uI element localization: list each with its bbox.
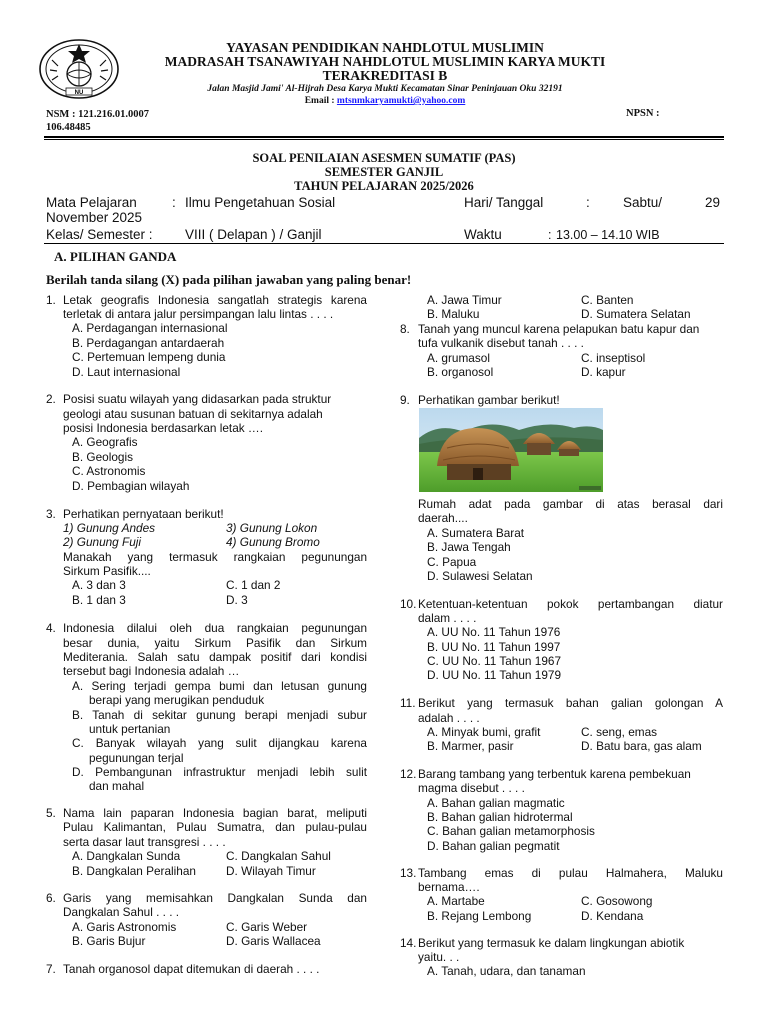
answer-option[interactable]: C. Gosowong bbox=[581, 894, 653, 908]
statement-item: 2) Gunung Fuji bbox=[63, 535, 142, 549]
time-label: Waktu bbox=[464, 227, 502, 242]
school-address: Jalan Masjid Jami' Al-Hijrah Desa Karya Mukti Kecamatan Sinar Peninjauan Oku 32191 bbox=[207, 84, 563, 94]
question-number: 10. bbox=[400, 597, 417, 611]
date-label: Hari/ Tanggal bbox=[464, 195, 544, 210]
question-text: dalam . . . . bbox=[418, 611, 477, 625]
answer-option[interactable]: C. Pertemuan lempeng dunia bbox=[72, 350, 226, 364]
answer-option[interactable]: B. 1 dan 3 bbox=[72, 593, 126, 607]
date-day: Sabtu/ bbox=[623, 195, 663, 210]
nsm-line: NSM : 121.216.01.0007 bbox=[46, 109, 149, 120]
answer-option[interactable]: A. Martabe bbox=[427, 894, 485, 908]
subject-label: Mata Pelajaran bbox=[46, 195, 137, 210]
time-value: 13.00 – 14.10 WIB bbox=[556, 228, 660, 242]
nsm-number bbox=[46, 108, 206, 134]
question-text: Letak geografis Indonesia sangatlah strategis karena bbox=[63, 293, 367, 307]
question-text: Nama lain paparan Indonesia bagian barat, meliputi bbox=[63, 806, 367, 820]
school-logo bbox=[38, 38, 120, 100]
header-rule-thick bbox=[44, 136, 724, 138]
answer-option[interactable]: C. UU No. 11 Tahun 1967 bbox=[427, 654, 561, 668]
question-number: 9. bbox=[400, 393, 410, 407]
answer-option[interactable]: B. UU No. 11 Tahun 1997 bbox=[427, 640, 561, 654]
section-title: A. PILIHAN GANDA bbox=[54, 249, 177, 264]
answer-option[interactable]: D. Wilayah Timur bbox=[226, 864, 316, 878]
question-text: besar dunia, yaitu Sirkum Pasifik dan Sirkum bbox=[63, 636, 367, 650]
question-text: Perhatikan pernyataan berikut! bbox=[63, 507, 224, 521]
question-number: 6. bbox=[46, 891, 56, 905]
question-text: terletak di antara jalur persimpangan lalu lintas . . . . bbox=[63, 307, 334, 321]
answer-option-cont: untuk pertanian bbox=[89, 722, 171, 736]
answer-option[interactable]: B. Maluku bbox=[427, 307, 480, 321]
question-number: 11. bbox=[400, 696, 416, 710]
header-rule-thin bbox=[44, 139, 724, 140]
answer-option[interactable]: A. Sering terjadi gempa bumi dan letusan gunung bbox=[72, 679, 367, 693]
answer-option[interactable]: B. Rejang Lembong bbox=[427, 909, 532, 923]
subject-colon: : bbox=[172, 195, 176, 210]
answer-option[interactable]: A. grumasol bbox=[427, 351, 490, 365]
email-line bbox=[120, 96, 650, 106]
answer-option[interactable]: A. 3 dan 3 bbox=[72, 578, 126, 592]
question-text: bernama…. bbox=[418, 880, 480, 894]
question-text: Tambang emas di pulau Halmahera, Maluku bbox=[418, 866, 723, 880]
class-value: VIII ( Delapan ) / Ganjil bbox=[185, 227, 322, 242]
email-link[interactable]: mtsnmkaryamukti@yahoo.com bbox=[336, 96, 466, 106]
meta-rule bbox=[44, 243, 724, 244]
subject-value: Ilmu Pengetahuan Sosial bbox=[185, 195, 336, 210]
svg-text:NU: NU bbox=[74, 90, 84, 96]
question-text: Pulau Kalimantan, Pulau Sumatra, dan pulau-pulau bbox=[63, 820, 367, 834]
answer-option[interactable]: C. Banten bbox=[581, 293, 634, 307]
question-number: 1. bbox=[46, 293, 56, 307]
statement-item: 1) Gunung Andes bbox=[63, 521, 156, 535]
npsn-label: NPSN : bbox=[626, 108, 660, 119]
answer-option[interactable]: D. 3 bbox=[226, 593, 248, 607]
question-text: Tanah yang muncul karena pelapukan batu kapur dan bbox=[418, 322, 700, 336]
answer-option[interactable]: C. Garis Weber bbox=[226, 920, 308, 934]
question-text: geologi atau susunan batuan di sekitarnya adalah bbox=[63, 407, 323, 421]
question-number: 12. bbox=[400, 767, 417, 781]
answer-option[interactable]: A. Geografis bbox=[72, 435, 138, 449]
answer-option[interactable]: D. kapur bbox=[581, 365, 626, 379]
answer-option[interactable]: D. Garis Wallacea bbox=[226, 934, 321, 948]
answer-option-cont: pegunungan terjal bbox=[89, 751, 184, 765]
foundation-name: YAYASAN PENDIDIKAN NAHDLOTUL MUSLIMIN bbox=[226, 40, 544, 55]
question-text: Ketentuan-ketentuan pokok pertambangan diatur bbox=[418, 597, 723, 611]
question-text: Berikut yang termasuk ke dalam lingkungan abiotik bbox=[418, 936, 685, 950]
question-text: yaitu. . . bbox=[418, 950, 460, 964]
answer-option[interactable]: A. Dangkalan Sunda bbox=[72, 849, 181, 863]
question-text: Tanah organosol dapat ditemukan di daerah . . . . bbox=[63, 962, 320, 976]
answer-option[interactable]: C. Bahan galian metamorphosis bbox=[427, 824, 595, 838]
answer-option[interactable]: B. Bahan galian hidrotermal bbox=[427, 810, 573, 824]
question-text: serta dasar laut transgresi . . . . bbox=[63, 835, 226, 849]
answer-option[interactable]: B. Perdagangan antardaerah bbox=[72, 336, 225, 350]
answer-option[interactable]: D. Sulawesi Selatan bbox=[427, 569, 533, 583]
question-text: Mediterania. Salah satu dampak positif dari kondisi bbox=[63, 650, 367, 664]
instruction: Berilah tanda silang (X) pada pilihan jawaban yang paling benar! bbox=[46, 272, 412, 287]
date-colon: : bbox=[586, 195, 590, 210]
question-text: posisi Indonesia berdasarkan letak …. bbox=[63, 421, 264, 435]
answer-option[interactable]: A. UU No. 11 Tahun 1976 bbox=[427, 625, 561, 639]
question-text: Indonesia dilalui oleh dua rangkaian pegunungan bbox=[63, 621, 367, 635]
question-text: Dangkalan Sahul . . . . bbox=[63, 905, 180, 919]
question-text: magma disebut . . . . bbox=[418, 781, 525, 795]
answer-option[interactable]: B. organosol bbox=[427, 365, 494, 379]
answer-option[interactable]: B. Garis Bujur bbox=[72, 934, 146, 948]
answer-option[interactable]: D. Bahan galian pegmatit bbox=[427, 839, 560, 853]
date-number: 29 bbox=[705, 195, 721, 210]
nsm-cont: 106.48485 bbox=[46, 122, 91, 133]
class-label: Kelas/ Semester : bbox=[46, 227, 153, 242]
accreditation: TERAKREDITASI B bbox=[322, 68, 448, 83]
answer-option[interactable]: D. Kendana bbox=[581, 909, 644, 923]
answer-option[interactable]: D. Batu bara, gas alam bbox=[581, 739, 702, 753]
exam-semester: SEMESTER GANJIL bbox=[324, 165, 444, 179]
question-number: 3. bbox=[46, 507, 56, 521]
answer-option[interactable]: B. Tanah di sekitar gunung berapi menjadi subur bbox=[72, 708, 367, 722]
answer-option-cont: berapi yang merugikan penduduk bbox=[89, 693, 265, 707]
question-number: 13. bbox=[400, 866, 417, 880]
answer-option[interactable]: A. Bahan galian magmatic bbox=[427, 796, 565, 810]
question-text: Berikut yang termasuk bahan galian golongan A bbox=[418, 696, 723, 710]
question-text: Sirkum Pasifik.... bbox=[63, 564, 151, 578]
exam-title: SOAL PENILAIAN ASESMEN SUMATIF (PAS) bbox=[252, 151, 516, 165]
question-text: Posisi suatu wilayah yang didasarkan pada struktur bbox=[63, 392, 332, 406]
answer-option[interactable]: D. UU No. 11 Tahun 1979 bbox=[427, 668, 561, 682]
answer-option[interactable]: A. Tanah, udara, dan tanaman bbox=[427, 964, 586, 978]
exam-year: TAHUN PELAJARAN 2025/2026 bbox=[294, 179, 474, 193]
answer-option[interactable]: C. Papua bbox=[427, 555, 477, 569]
answer-option[interactable]: C. 1 dan 2 bbox=[226, 578, 281, 592]
question-text: Perhatikan gambar berikut! bbox=[418, 393, 560, 407]
answer-option[interactable]: B. Marmer, pasir bbox=[427, 739, 514, 753]
email-label: Email : bbox=[304, 96, 335, 106]
answer-option[interactable]: A. Minyak bumi, grafit bbox=[427, 725, 541, 739]
answer-option[interactable]: B. Jawa Tengah bbox=[427, 540, 511, 554]
question-number: 5. bbox=[46, 806, 56, 820]
answer-option[interactable]: B. Geologis bbox=[72, 450, 133, 464]
answer-option-cont: dan mahal bbox=[89, 779, 145, 793]
answer-option[interactable]: C. Dangkalan Sahul bbox=[226, 849, 331, 863]
question-number: 4. bbox=[46, 621, 56, 635]
question-text: Rumah adat pada gambar di atas berasal dari bbox=[418, 497, 723, 511]
time-colon: : bbox=[548, 228, 552, 242]
question-text: Manakah yang termasuk rangkaian pegunungan bbox=[63, 550, 367, 564]
answer-option[interactable]: C. seng, emas bbox=[581, 725, 658, 739]
answer-option[interactable]: A. Perdagangan internasional bbox=[72, 321, 228, 335]
answer-option[interactable]: D. Pembagian wilayah bbox=[72, 479, 190, 493]
question-text: tufa vulkanik disebut tanah . . . . bbox=[418, 336, 584, 350]
question-number: 8. bbox=[400, 322, 410, 336]
traditional-house-image bbox=[419, 408, 603, 492]
question-number: 14. bbox=[400, 936, 417, 950]
statement-item: 4) Gunung Bromo bbox=[226, 535, 320, 549]
answer-option[interactable]: A. Garis Astronomis bbox=[72, 920, 177, 934]
question-text: daerah.... bbox=[418, 511, 468, 525]
answer-option[interactable]: C. Astronomis bbox=[72, 464, 146, 478]
answer-option[interactable]: A. Jawa Timur bbox=[427, 293, 502, 307]
date-continuation: November 2025 bbox=[46, 210, 143, 225]
answer-option[interactable]: D. Laut internasional bbox=[72, 365, 181, 379]
statement-item: 3) Gunung Lokon bbox=[226, 521, 318, 535]
answer-option[interactable]: D. Pembangunan infrastruktur menjadi lebih sulit bbox=[72, 765, 367, 779]
school-name: MADRASAH TSANAWIYAH NAHDLOTUL MUSLIMIN KARYA MUKTI bbox=[164, 54, 606, 69]
question-number: 2. bbox=[46, 392, 56, 406]
answer-option[interactable]: D. Sumatera Selatan bbox=[581, 307, 691, 321]
question-text: adalah . . . . bbox=[418, 711, 480, 725]
question-number: 7. bbox=[46, 962, 56, 976]
question-text: tersebut bagi Indonesia adalah … bbox=[63, 664, 240, 678]
answer-option[interactable]: C. inseptisol bbox=[581, 351, 646, 365]
answer-option[interactable]: A. Sumatera Barat bbox=[427, 526, 525, 540]
answer-option[interactable]: C. Banyak wilayah yang sulit dijangkau karena bbox=[72, 736, 367, 750]
question-text: Barang tambang yang terbentuk karena pembekuan bbox=[418, 767, 691, 781]
answer-option[interactable]: B. Dangkalan Peralihan bbox=[72, 864, 196, 878]
question-text: Garis yang memisahkan Dangkalan Sunda dan bbox=[63, 891, 367, 905]
